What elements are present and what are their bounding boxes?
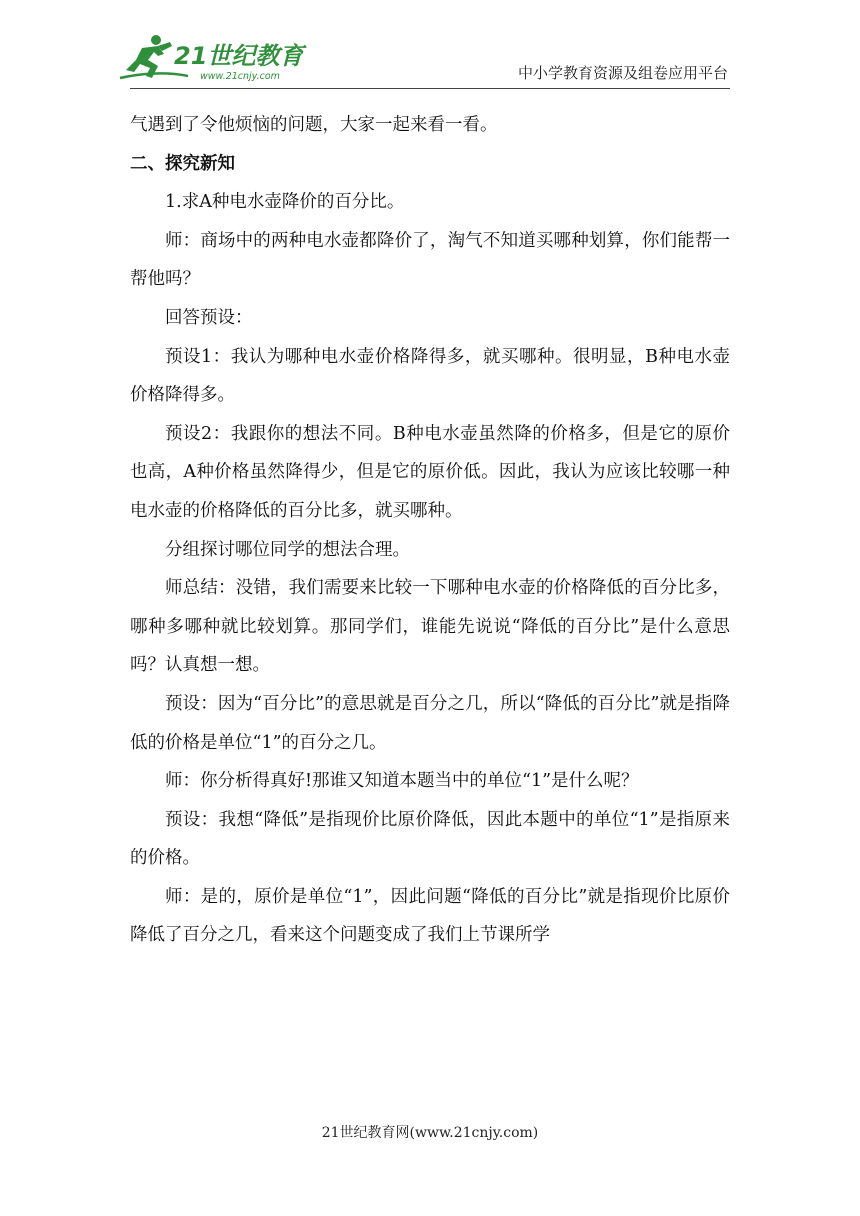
- site-logo: [118, 34, 318, 84]
- paragraph: 预设1：我认为哪种电水壶价格降得多，就买哪种。很明显，B种电水壶价格降得多。: [130, 346, 730, 406]
- paragraph: 师总结：没错，我们需要来比较一下哪种电水壶的价格降低的百分比多，哪种多哪种就比较划算。那同学们，谁能先说说“降低的百分比”是什么意思吗？认真想一想。: [130, 578, 730, 676]
- paragraph: 预设2：我跟你的想法不同。B种电水壶虽然降的价格多，但是它的原价也高，A种价格虽然降得少，但是它的原价低。因此，我认为应该比较哪一种电水壶的价格降低的百分比多，就买哪种。: [130, 423, 730, 521]
- paragraph: 1.求A种电水壶降价的百分比。: [165, 192, 405, 213]
- platform-name: 中小学教育资源及组卷应用平台: [517, 64, 728, 82]
- logo-text: 21世纪教育: [174, 42, 304, 70]
- paragraph: 师：你分析得真好!那谁又知道本题当中的单位“1”是什么呢？: [165, 771, 639, 792]
- paragraph: 回答预设：: [165, 307, 253, 328]
- header-divider: [130, 88, 730, 89]
- paragraph: 师：商场中的两种电水壶都降价了，淘气不知道买哪种划算，你们能帮一帮他吗？: [130, 230, 730, 290]
- section-heading: 二、探究新知: [130, 153, 235, 174]
- page-footer: 21世纪教育网(www.21cnjy.com): [321, 1125, 539, 1141]
- page-header: [0, 0, 860, 92]
- paragraph: 师：是的，原价是单位“1”，因此问题“降低的百分比”就是指现价比原价降低了百分之几，看来这个问题变成了我们上节课所学: [130, 886, 730, 946]
- paragraph: 分组探讨哪位同学的想法合理。: [165, 539, 410, 560]
- paragraph: 预设：我想“降低”是指现价比原价降低，因此本题中的单位“1”是指原来的价格。: [130, 809, 730, 869]
- paragraph: 预设：因为“百分比”的意思就是百分之几，所以“降低的百分比”就是指降低的价格是单位“1”的百分之几。: [130, 693, 730, 753]
- intro-paragraph: 气遇到了令他烦恼的问题，大家一起来看一看。: [130, 115, 498, 135]
- document-body: [130, 106, 730, 955]
- swoosh-icon: [120, 73, 188, 78]
- runner-icon: [126, 35, 172, 78]
- logo-url: www.21cnjy.com: [200, 71, 280, 82]
